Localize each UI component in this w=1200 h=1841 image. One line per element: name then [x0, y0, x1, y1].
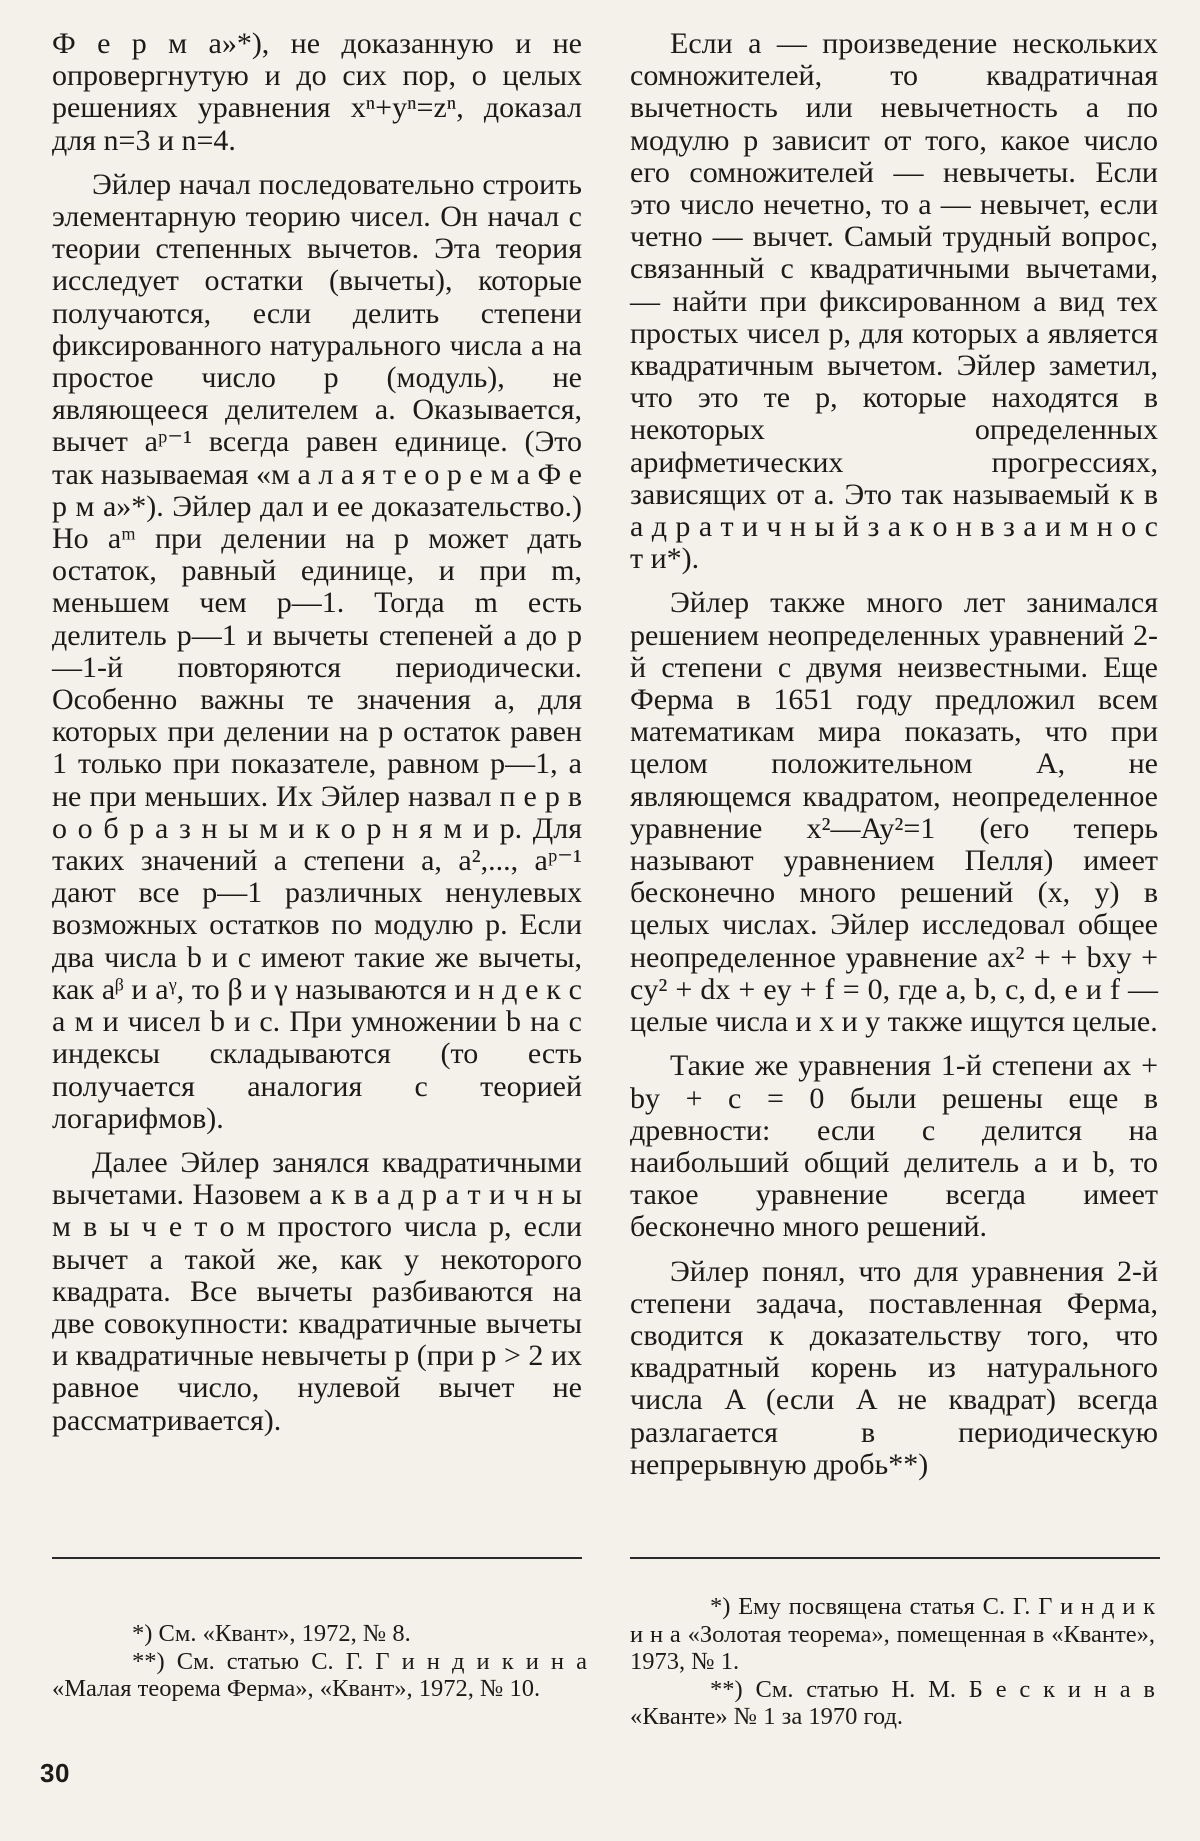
left-paragraph-1: Ф е р м а»*), не доказанную и не опровергнутую и до сих пор, о целых решениях уравнения xⁿ+yⁿ=zⁿ, доказал для n=3 и n=4. — [52, 27, 582, 157]
footnote-left-1: *) См. «Квант», 1972, № 8. — [132, 1620, 411, 1647]
footnotes-left — [52, 1620, 587, 1703]
right-column — [630, 28, 1158, 1493]
footnote-divider-right — [630, 1557, 1160, 1559]
footnote-right-2: **) См. статью Н. М. Б е с к и н а в «Кванте» № 1 за 1970 год. — [630, 1675, 1155, 1730]
right-paragraph-3: Такие же уравнения 1-й степени ax + by + c = 0 были решены еще в древности: если c делится на наибольший общий делитель a и b, то такое уравнение всегда имеет бесконечно много решений. — [630, 1049, 1158, 1244]
left-paragraph-2: Эйлер начал последовательно строить элементарную теорию чисел. Он начал с теории степенных вычетов. Эта теория исследует остатки (вычеты), которые получаются, если делить степени фиксированного натурального числа a на простое число p (модуль), не являющееся делителем a. Оказывается, вычет aᵖ⁻¹ всегда равен единице. (Это так называемая «м а л а я т е о р е м а Ф е р м а»*). Эйлер дал и ее доказательство.) Но aᵐ при делении на p может дать остаток, равный единице, и при m, меньшем чем p—1. Тогда m есть делитель p—1 и вычеты степеней a до p—1-й повторяются периодически. Особенно важны те значения a, для которых при делении на p остаток равен 1 только при показателе, равном p—1, а не при меньших. Их Эйлер назвал п е р в о о б р а з н ы м и к о р н я м и p. Для таких значений a степени a, a²,..., aᵖ⁻¹ дают все p—1 различных ненулевых возможных остатков по модулю p. Если два числа b и c имеют такие же вычеты, как aᵝ и aᵞ, то β и γ называются и н д е к с а м и чисел b и c. При умножении b на c индексы складываются (то есть получается аналогия с теорией логарифмов). — [52, 167, 582, 1135]
footnote-right-1: *) Ему посвящена статья С. Г. Г и н д и к и н а «Золотая теорема», помещенная в «Кванте», 1973, № 1. — [630, 1593, 1155, 1675]
left-paragraph-3: Далее Эйлер занялся квадратичными вычетами. Назовем a к в а д р а т и ч н ы м в ы ч е т о м простого числа p, если вычет a такой же, как у некоторого квадрата. Все вычеты разбиваются на две совокупности: квадратичные вычеты и квадратичные невычеты p (при p > 2 их равное число, нулевой вычет не рассматривается). — [52, 1145, 582, 1437]
footnote-divider-left — [52, 1557, 582, 1559]
right-paragraph-1: Если a — произведение нескольких сомножителей, то квадратичная вычетность или невычетность a по модулю p зависит от того, какое число его сомножителей — невычеты. Если это число нечетно, то a — невычет, если четно — вычет. Самый трудный вопрос, связанный с квадратичными вычетами,— найти при фиксированном a вид тех простых чисел p, для которых a является квадратичным вычетом. Эйлер заметил, что это те p, которые находятся в некоторых определенных арифметических прогрессиях, зависящих от a. Это так называемый к в а д р а т и ч н ы й з а к о н в з а и м н о с т и*). — [630, 27, 1158, 576]
right-paragraph-4: Эйлер понял, что для уравнения 2-й степени задача, поставленная Ферма, сводится к доказательству того, что квадратный корень из натурального числа A (если A не квадрат) всегда разлагается в периодическую непрерывную дробь**) — [630, 1254, 1158, 1481]
footnote-left-2: **) См. статью С. Г. Г и н д и к и н а «Малая теорема Ферма», «Квант», 1972, № 10. — [52, 1647, 587, 1702]
right-paragraph-2: Эйлер также много лет занимался решением неопределенных уравнений 2-й степени с двумя неизвестными. Еще Ферма в 1651 году предложил всем математикам мира показать, что при целом положительном A, не являющемся квадратом, неопределенное уравнение x²—Ay²=1 (его теперь называют уравнением Пелля) имеет бесконечно много решений (x, y) в целых числах. Эйлер исследовал общее неопределенное уравнение ax² + + bxy + cy² + dx + ey + f = 0, где a, b, c, d, e и f — целые числа и x и y также ищутся целые. — [630, 586, 1158, 1039]
footnotes-right — [630, 1593, 1155, 1731]
page-number: 30 — [40, 1758, 70, 1788]
left-column — [52, 28, 582, 1449]
